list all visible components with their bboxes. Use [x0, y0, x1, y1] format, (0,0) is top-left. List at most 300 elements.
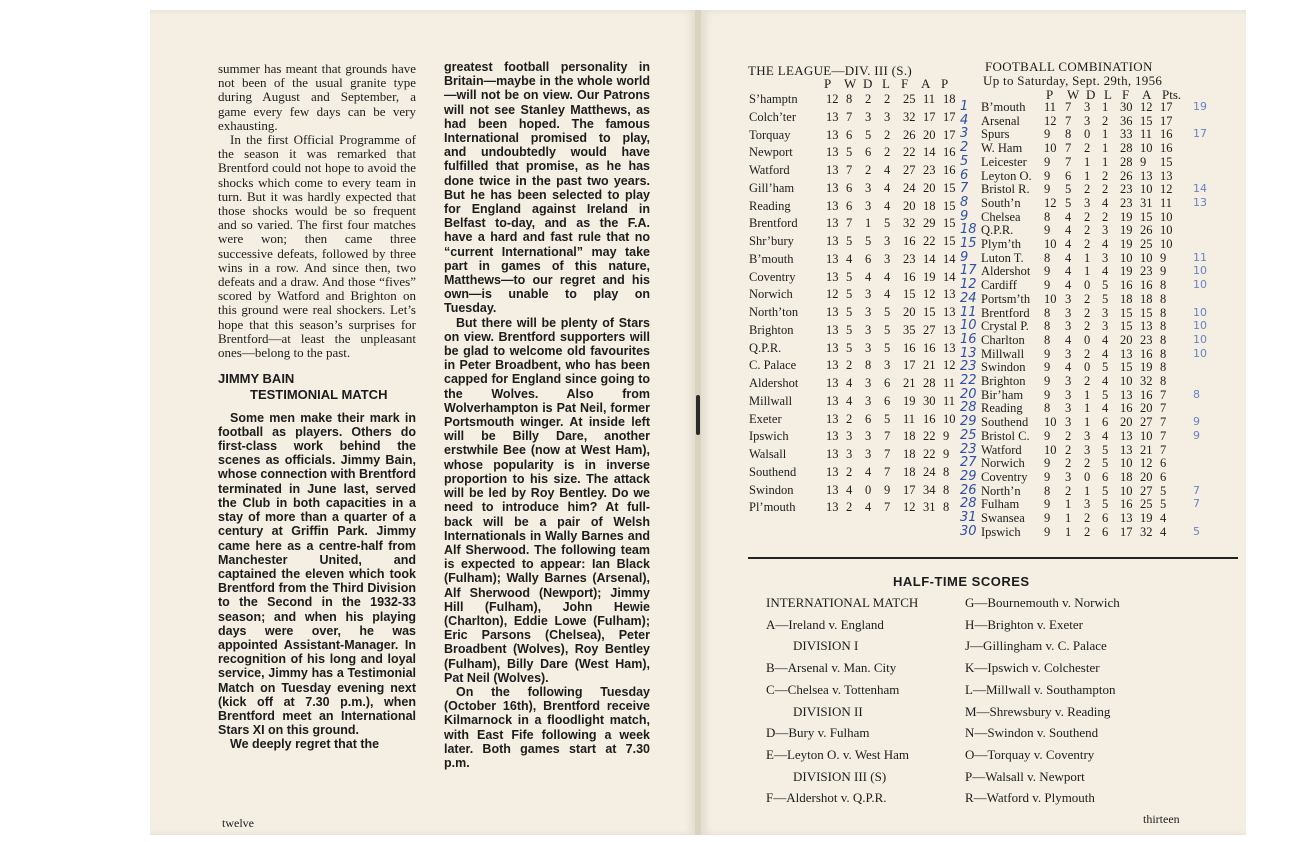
league-title: THE LEAGUE—DIV. III (S.) [748, 63, 913, 78]
stat-cell: 13 [826, 216, 839, 231]
stat-cell: 12 [903, 500, 916, 515]
halftime-fixture: J—Gillingham v. C. Palace [965, 638, 1107, 654]
article-paragraph: We deeply regret that the [230, 737, 380, 752]
stat-cell: 19 [1120, 237, 1133, 251]
stat-cell: 8 [1044, 401, 1051, 416]
stat-cell: 2 [1084, 209, 1091, 224]
handwritten-position: 11 [960, 304, 977, 320]
halftime-fixture: E—Leyton O. v. West Ham [766, 746, 910, 762]
stat-cell: 16 [903, 234, 916, 248]
stat-cell: 3 [1102, 319, 1109, 334]
team-name: Chelsea [981, 209, 1021, 224]
stat-cell: 9 [1044, 374, 1051, 388]
handwritten-position: 23 [960, 359, 977, 375]
article-paragraph: In the first Official Programme of the season it was remarked that Brentford could not hope to avoid the shocks which come to every team in turn. But it was hardly expected that those shocks would be so frequent and so varied. The first four matches were won; then came three successive defeats, followed by three wins in a row. And since then, two defeats and a draw. And those “fives” scored by Watford and Brighton on this ground were real shockers. Let’s hope that this season’s surprises for Brentford—at least the unpleasant ones—belong to the past. [218, 132, 416, 361]
stat-cell: 18 [1120, 291, 1133, 306]
stat-cell: 4 [846, 376, 853, 390]
stat-cell: 18 [903, 464, 916, 479]
stat-cell: 9 [1044, 524, 1051, 539]
league-col-header: F [901, 76, 909, 91]
stat-cell: 8 [1160, 278, 1167, 293]
stat-cell: 26 [1140, 223, 1153, 238]
stat-cell: 27 [1140, 483, 1153, 498]
stat-cell: 4 [1065, 264, 1072, 279]
stat-cell: 1 [1102, 141, 1109, 156]
team-name: Southend [981, 415, 1029, 430]
stat-cell: 3 [1065, 319, 1072, 334]
page-number-right: thirteen [1143, 812, 1180, 826]
stat-cell: 3 [865, 180, 872, 195]
combination-row [0, 360, 1292, 374]
team-name: Charlton [981, 332, 1025, 347]
halftime-fixture: N—Swindon v. Southend [965, 725, 1099, 741]
stat-cell: 4 [1102, 264, 1109, 279]
stat-cell: 1 [865, 216, 872, 231]
stat-cell: 4 [1102, 401, 1109, 416]
stat-cell: 27 [903, 163, 916, 177]
stat-cell: 13 [826, 234, 839, 248]
stat-cell: 20 [1140, 401, 1153, 416]
combination-row [0, 371, 1292, 388]
team-name: Cardiff [981, 278, 1017, 293]
stat-cell: 7 [884, 447, 891, 461]
team-name: C. Palace [749, 358, 797, 373]
stat-cell: 6 [1065, 168, 1072, 183]
stat-cell: 1 [1084, 401, 1091, 416]
stat-cell: 6 [846, 180, 853, 195]
stat-cell: 28 [923, 376, 936, 390]
stat-cell: 17 [903, 482, 916, 497]
halftime-fixture: F—Aldershot v. Q.P.R. [766, 790, 887, 806]
combination-row [0, 306, 1292, 320]
stat-cell: 10 [1140, 250, 1153, 265]
stat-cell: 10 [1140, 141, 1153, 156]
team-name: Reading [749, 198, 791, 213]
stat-cell: 7 [884, 464, 891, 479]
team-name: Plym’th [981, 237, 1022, 251]
stat-cell: 2 [865, 163, 872, 177]
stat-cell: 4 [1065, 332, 1072, 347]
stat-cell: 5 [1102, 456, 1109, 471]
stat-cell: 2 [846, 411, 853, 426]
combination-row [0, 237, 1292, 251]
stat-cell: 7 [1160, 415, 1167, 430]
combination-title: FOOTBALL COMBINATION [985, 59, 1153, 74]
team-name: Newport [749, 145, 793, 160]
stat-cell: 5 [846, 145, 853, 160]
stat-cell: 26 [1120, 168, 1133, 183]
stat-cell: 4 [884, 180, 891, 195]
team-name: B’mouth [749, 251, 794, 266]
stat-cell: 12 [1044, 113, 1057, 128]
stat-cell: 2 [884, 127, 891, 142]
stat-cell: 10 [1044, 415, 1057, 430]
stat-cell: 11 [1140, 127, 1153, 142]
combination-row [0, 415, 1292, 429]
stat-cell: 3 [1084, 100, 1091, 114]
stat-cell: 32 [1140, 374, 1153, 388]
handwritten-position: 2 [960, 140, 969, 156]
stat-cell: 3 [1084, 442, 1091, 457]
stat-cell: 5 [1065, 195, 1072, 210]
article-paragraph: But there will be plenty of Stars on view. Brentford supporters will be glad to welcome old favourites in Peter Broadbent, who has been capped for England since going to the Wolves. Also from Wolverhampton is Pat Neil, former Portsmouth winger. At inside left will be Billy Dare, another erstwhile Bee (now at West Ham), whose popularity is in inverse proportion to his size. The attack will be led by Roy Bentley. Do we need to introduce him? At full-back will be a pair of Welsh Internationals in Wally Barnes and Alf Sherwood. The following team is expected to appear: Ian Black (Fulham); Wally Barnes (Arsenal), Alf Sherwood (Newport); Jimmy Hill (Fulham), John Hewie (Charlton), Eddie Lowe (Fulham); Eric Parsons (Chelsea), Peter Broadbent (Wolves), Roy Bentley (Fulham), Billy Dare (West Ham), Pat Neil (Wolves). [444, 315, 650, 685]
stat-cell: 3 [1084, 113, 1091, 128]
stat-cell: 2 [1065, 456, 1072, 471]
stat-cell: 8 [1044, 305, 1051, 320]
stat-cell: 12 [943, 358, 956, 373]
stat-cell: 2 [1065, 442, 1072, 457]
team-name: Norwich [749, 287, 793, 302]
stat-cell: 30 [923, 393, 936, 408]
team-name: W. Ham [981, 141, 1023, 156]
halftime-fixture: O—Torquay v. Coventry [965, 746, 1095, 762]
stat-cell: 3 [865, 447, 872, 461]
stat-cell: 22 [923, 234, 936, 248]
stat-cell: 4 [884, 287, 891, 302]
stat-cell: 4 [1065, 209, 1072, 224]
stat-cell: 2 [1084, 182, 1091, 197]
stat-cell: 5 [846, 269, 853, 284]
stat-cell: 7 [1065, 100, 1072, 114]
stat-cell: 2 [1065, 428, 1072, 443]
stat-cell: 3 [846, 447, 853, 461]
team-name: Millwall [981, 346, 1025, 361]
stat-cell: 27 [1140, 415, 1153, 430]
stat-cell: 1 [1102, 100, 1109, 114]
combination-header [0, 87, 1292, 101]
stat-cell: 2 [1102, 113, 1109, 128]
stat-cell: 31 [1140, 195, 1153, 210]
stat-cell: 15 [1140, 305, 1153, 320]
article-paragraph: summer has meant that grounds have not been of the usual granite type during August and September, a game every few days can be very exhausting. [218, 61, 416, 133]
combination-row [0, 141, 1292, 155]
halftime-title: HALF-TIME SCORES [893, 574, 1030, 589]
stat-cell: 2 [865, 92, 872, 106]
stat-cell: 7 [846, 163, 853, 177]
team-name: Crystal P. [981, 319, 1029, 334]
combination-row [0, 429, 1292, 443]
stat-cell: 6 [1102, 469, 1109, 484]
stat-cell: 23 [1120, 182, 1133, 197]
stat-cell: 4 [884, 198, 891, 213]
stat-cell: 15 [943, 234, 956, 248]
stat-cell: 17 [943, 109, 956, 124]
stat-cell: 12 [1140, 456, 1153, 471]
stat-cell: 13 [943, 322, 956, 337]
stat-cell: 4 [846, 482, 853, 497]
stat-cell: 13 [826, 163, 839, 177]
stat-cell: 13 [826, 411, 839, 426]
stat-cell: 17 [1160, 100, 1173, 114]
handwritten-note: 17 [1193, 127, 1207, 141]
stat-cell: 5 [1102, 442, 1109, 457]
stat-cell: 5 [884, 340, 891, 355]
section-heading: JIMMY BAIN [218, 371, 295, 387]
stat-cell: 15 [903, 287, 916, 302]
stat-cell: 5 [1160, 483, 1167, 498]
stat-cell: 20 [1140, 469, 1153, 484]
stat-cell: 15 [1140, 113, 1153, 128]
stat-cell: 4 [1102, 374, 1109, 388]
stat-cell: 19 [1120, 209, 1133, 224]
stat-cell: 16 [1120, 497, 1133, 512]
league-col-header: D [863, 76, 873, 91]
stat-cell: 9 [1140, 154, 1147, 169]
stat-cell: 13 [826, 322, 839, 337]
stat-cell: 4 [1160, 524, 1167, 539]
stat-cell: 7 [1065, 154, 1072, 169]
stat-cell: 12 [826, 287, 839, 302]
team-name: North’ton [749, 305, 799, 319]
stat-cell: 6 [1102, 511, 1109, 525]
combination-row [0, 292, 1292, 306]
team-name: Leyton O. [981, 168, 1032, 183]
stat-cell: 6 [865, 251, 872, 266]
combination-col-header: D [1086, 87, 1096, 102]
stat-cell: 15 [1120, 360, 1133, 375]
stat-cell: 36 [1120, 113, 1133, 128]
handwritten-note: 9 [1193, 428, 1200, 442]
stat-cell: 3 [1065, 469, 1072, 484]
combination-row [0, 443, 1292, 457]
stat-cell: 15 [1160, 154, 1173, 169]
stat-cell: 20 [923, 180, 936, 195]
stat-cell: 5 [1065, 182, 1072, 197]
stat-cell: 8 [1044, 209, 1051, 224]
combination-row [0, 251, 1292, 265]
team-name: Torquay [749, 127, 791, 142]
stat-cell: 11 [943, 376, 956, 390]
team-name: Leicester [981, 154, 1027, 169]
team-name: Walsall [749, 447, 787, 461]
stat-cell: 2 [1084, 511, 1091, 525]
stat-cell: 32 [903, 216, 916, 231]
handwritten-note: 19 [1193, 100, 1207, 113]
handwritten-note: 5 [1193, 524, 1200, 538]
stat-cell: 4 [1102, 332, 1109, 347]
league-col-header: A [921, 76, 931, 91]
handwritten-position: 31 [960, 510, 977, 525]
stat-cell: 3 [865, 305, 872, 319]
stat-cell: 4 [846, 393, 853, 408]
team-name: Shr’bury [749, 234, 794, 248]
stat-cell: 18 [1140, 291, 1153, 306]
team-name: Portsm’th [981, 291, 1031, 306]
stat-cell: 3 [865, 376, 872, 390]
stat-cell: 11 [923, 92, 936, 106]
combination-col-header: A [1142, 87, 1152, 102]
stat-cell: 15 [1140, 209, 1153, 224]
stat-cell: 19 [1140, 360, 1153, 375]
halftime-fixture: H—Brighton v. Exeter [965, 616, 1083, 632]
combination-row [0, 114, 1292, 128]
team-name: Millwall [749, 393, 793, 408]
stat-cell: 8 [1065, 127, 1072, 142]
stat-cell: 7 [1160, 387, 1167, 402]
stat-cell: 16 [943, 145, 956, 160]
stat-cell: 6 [865, 411, 872, 426]
stat-cell: 1 [1065, 497, 1072, 512]
stat-cell: 13 [943, 287, 956, 302]
stat-cell: 28 [1120, 154, 1133, 169]
stat-cell: 5 [1102, 360, 1109, 375]
stat-cell: 8 [1160, 346, 1167, 361]
stat-cell: 22 [923, 429, 936, 444]
stat-cell: 13 [826, 393, 839, 408]
stat-cell: 11 [1044, 100, 1057, 114]
stat-cell: 4 [1102, 346, 1109, 361]
stat-cell: 6 [1160, 469, 1167, 484]
handwritten-position: 12 [960, 277, 977, 293]
handwritten-position: 22 [960, 373, 977, 388]
handwritten-position: 9 [960, 208, 969, 224]
stat-cell: 34 [923, 482, 936, 497]
stat-cell: 9 [943, 447, 950, 461]
stat-cell: 8 [943, 500, 950, 515]
stat-cell: 8 [1160, 374, 1167, 388]
combination-row [0, 470, 1292, 484]
stat-cell: 19 [1120, 223, 1133, 238]
stat-cell: 6 [884, 376, 891, 390]
stat-cell: 13 [826, 500, 839, 515]
stat-cell: 2 [1084, 141, 1091, 156]
stat-cell: 14 [923, 251, 936, 266]
handwritten-position: 30 [960, 523, 977, 539]
stat-cell: 3 [1065, 346, 1072, 361]
stat-cell: 6 [1160, 456, 1167, 471]
stat-cell: 9 [1044, 360, 1051, 375]
stat-cell: 5 [1102, 483, 1109, 498]
halftime-fixture: R—Watford v. Plymouth [965, 790, 1095, 806]
stat-cell: 9 [1044, 182, 1051, 197]
stat-cell: 22 [923, 447, 936, 461]
team-name: Norwich [981, 456, 1025, 471]
halftime-section-heading: DIVISION I [793, 638, 859, 654]
stat-cell: 16 [1160, 127, 1173, 142]
combination-row [0, 388, 1292, 402]
team-name: Brighton [749, 322, 794, 337]
stat-cell: 13 [943, 340, 956, 355]
stat-cell: 5 [1102, 278, 1109, 293]
stat-cell: 10 [1140, 182, 1153, 197]
stat-cell: 13 [826, 251, 839, 266]
handwritten-note: 11 [1193, 250, 1207, 264]
stat-cell: 23 [1140, 332, 1153, 347]
stat-cell: 20 [923, 127, 936, 142]
stat-cell: 21 [1140, 442, 1153, 457]
team-name: S’hamptn [749, 92, 798, 106]
stat-cell: 9 [1044, 428, 1051, 443]
stat-cell: 3 [865, 287, 872, 302]
team-name: Spurs [981, 127, 1010, 142]
stat-cell: 19 [923, 269, 936, 284]
handwritten-position: 17 [960, 263, 977, 279]
handwritten-position: 8 [960, 194, 969, 210]
combination-col-header: F [1122, 87, 1130, 102]
handwritten-position: 28 [960, 400, 977, 416]
stat-cell: 10 [1160, 223, 1173, 238]
stat-cell: 8 [1160, 360, 1167, 375]
handwritten-position: 13 [960, 345, 977, 361]
handwritten-position: 7 [960, 181, 969, 197]
combination-row [0, 333, 1292, 347]
handwritten-position: 5 [960, 153, 969, 169]
stat-cell: 18 [903, 447, 916, 461]
stat-cell: 18 [903, 429, 916, 444]
stat-cell: 6 [865, 145, 872, 160]
article-paragraph: greatest football personality in Britain—maybe in the whole world—will not be on view. Our Patrons will not see Stanley Matthews, as had been hoped. The famous International promised to play, and undoubtedly would have fulfilled that promise, as he has done twice in the past two years. But he has been selected to play for England against Ireland in Belfast to-day, and as the F.A. have a hard and fast rule that no “current International” may take part in games of this nature, Matthews—to our regret and his own—is unable to play on Tuesday. [444, 60, 650, 316]
stat-cell: 30 [1120, 100, 1133, 114]
stat-cell: 2 [846, 358, 853, 373]
halftime-fixture: K—Ipswich v. Colchester [965, 660, 1100, 676]
handwritten-position: 26 [960, 482, 977, 498]
handwritten-note: 10 [1193, 264, 1207, 278]
stat-cell: 20 [903, 198, 916, 213]
stat-cell: 3 [884, 234, 891, 248]
handwritten-position: 18 [960, 222, 977, 238]
stat-cell: 9 [1044, 278, 1051, 293]
stat-cell: 16 [1140, 278, 1153, 293]
stat-cell: 15 [1120, 305, 1133, 320]
stat-cell: 10 [1044, 442, 1057, 457]
handwritten-position: 29 [960, 468, 977, 484]
halftime-fixture: C—Chelsea v. Tottenham [766, 681, 900, 697]
league-col-header: P [824, 76, 832, 91]
stat-cell: 23 [903, 251, 916, 266]
stat-cell: 1 [1102, 127, 1109, 142]
stat-cell: 13 [943, 305, 956, 319]
team-name: Coventry [981, 469, 1028, 484]
halftime-fixture: D—Bury v. Fulham [766, 725, 870, 741]
handwritten-position: 20 [960, 386, 977, 402]
handwritten-note: 7 [1193, 497, 1200, 511]
stat-cell: 9 [1044, 456, 1051, 471]
handwritten-position: 3 [960, 126, 969, 142]
stat-cell: 10 [1120, 374, 1133, 388]
combination-row [0, 278, 1292, 292]
team-name: Bristol C. [981, 428, 1030, 443]
team-name: Swindon [981, 360, 1026, 375]
stat-cell: 14 [943, 251, 956, 266]
combination-col-header: L [1104, 87, 1112, 102]
stat-cell: 9 [1044, 127, 1051, 142]
team-name: South’n [981, 195, 1021, 210]
stat-cell: 2 [1084, 346, 1091, 361]
team-name: Brighton [981, 374, 1026, 388]
stat-cell: 13 [1120, 428, 1133, 443]
stat-cell: 7 [1160, 401, 1167, 416]
stat-cell: 23 [1140, 264, 1153, 279]
league-col-header: W [844, 76, 857, 91]
stat-cell: 0 [1084, 332, 1091, 347]
stat-cell: 16 [1120, 401, 1133, 416]
combination-col-header: P [1046, 87, 1054, 102]
handwritten-position: 24 [960, 290, 977, 306]
stat-cell: 9 [1044, 387, 1051, 402]
stat-cell: 6 [884, 393, 891, 408]
league-col-header: P [941, 76, 949, 91]
stat-cell: 5 [884, 305, 891, 319]
stat-cell: 10 [1044, 141, 1057, 156]
stat-cell: 5 [884, 216, 891, 231]
stat-cell: 16 [943, 163, 956, 177]
stat-cell: 29 [923, 216, 936, 231]
stat-cell: 3 [884, 251, 891, 266]
stat-cell: 20 [1120, 415, 1133, 430]
team-name: Watford [981, 442, 1022, 457]
combination-row [0, 511, 1292, 525]
stat-cell: 1 [1065, 524, 1072, 539]
